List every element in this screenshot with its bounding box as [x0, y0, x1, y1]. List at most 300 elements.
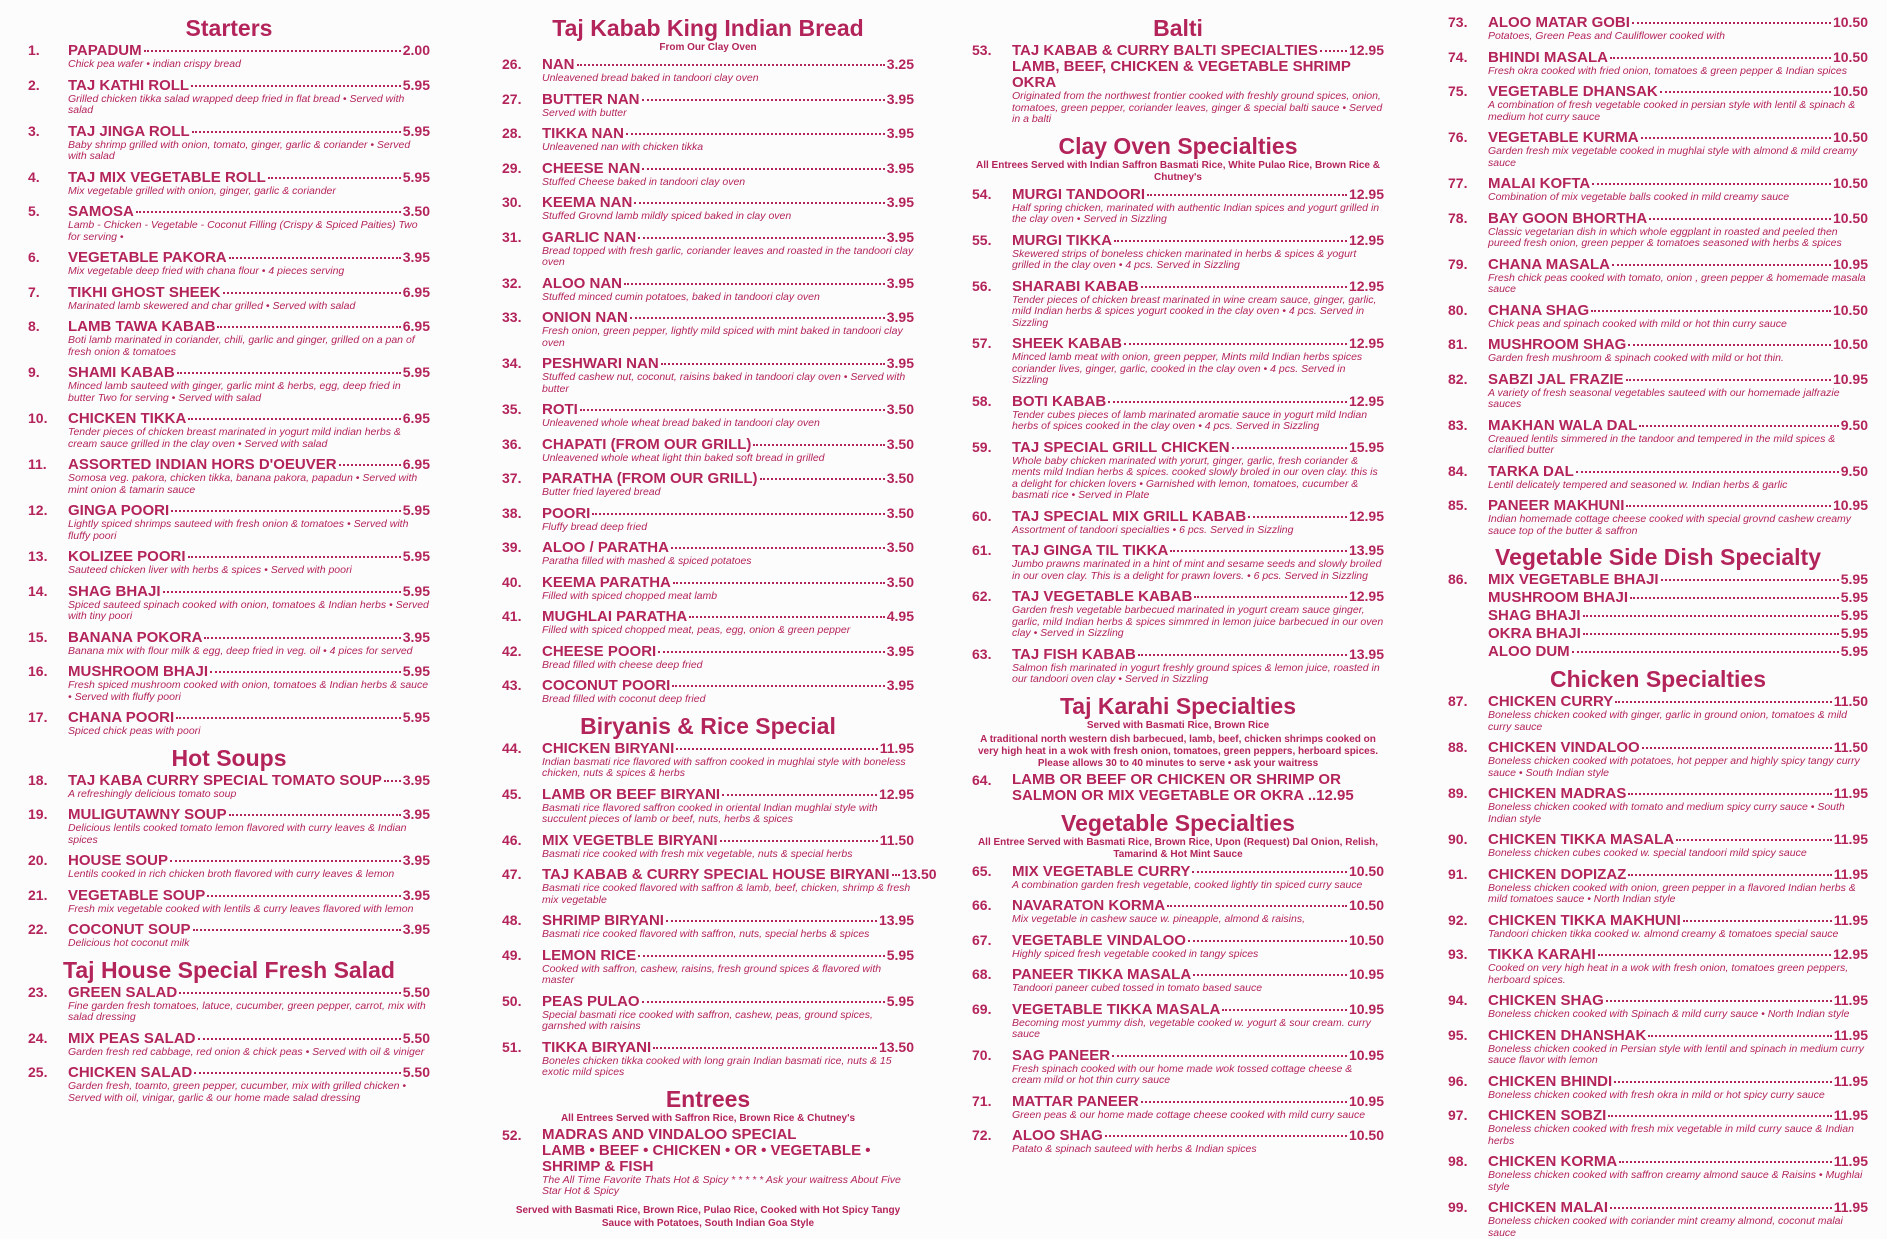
item-description: Banana mix with flour milk & egg, deep fried in veg. oil • 4 pices for served — [68, 644, 413, 657]
item-number: 4. — [28, 168, 40, 185]
item-number: 18. — [28, 771, 48, 788]
item-price: 11.95 — [1833, 1026, 1868, 1043]
dot-leader — [1248, 516, 1347, 518]
dot-leader — [1661, 579, 1839, 581]
menu-item — [28, 318, 430, 358]
item-description: A refreshingly delicious tomato soup — [68, 787, 237, 800]
item-description: Marinated lamb skewered and char grilled • Served with salad — [68, 299, 356, 312]
menu-item — [1448, 607, 1868, 624]
item-description: Classic vegetarian dish in which whole eggplant in roasted and peeled then pureed fresh onion, green pepper & tomatoes seasoned with herbs & spices — [1488, 225, 1842, 249]
item-price: 3.95 — [886, 309, 914, 325]
menu-item — [28, 456, 430, 496]
item-number: 67. — [972, 931, 992, 948]
item-price: 5.95 — [886, 946, 914, 963]
item-description: A combination of fresh vegetable cooked in persian style with lentil & spinach & medium hot curry sauce — [1488, 99, 1856, 123]
item-number: 23. — [28, 983, 48, 1000]
item-description: Bread filled with cheese deep fried — [542, 658, 703, 671]
item-price: 10.95 — [1832, 255, 1868, 272]
item-price: 11.95 — [1833, 865, 1868, 882]
section-title: Balti — [1153, 15, 1203, 41]
item-name: CHICKEN DHANSHAK — [1488, 1026, 1647, 1044]
dot-leader — [163, 591, 401, 593]
section-title: Hot Soups — [171, 744, 287, 771]
item-line — [1488, 643, 1868, 660]
item-name: VEGETABLE VINDALOO — [1012, 931, 1186, 949]
menu-item — [972, 186, 1384, 226]
item-price: 3.50 — [886, 470, 914, 486]
item-name: MADRAS AND VINDALOO SPECIAL — [542, 1125, 797, 1143]
item-price: 11.95 — [1833, 785, 1868, 801]
menu-item — [28, 887, 430, 916]
item-number: 77. — [1448, 175, 1468, 191]
dot-leader — [1632, 22, 1831, 24]
item-name: CHICKEN BHINDI — [1488, 1072, 1613, 1090]
dot-leader — [1626, 505, 1831, 507]
item-price: 10.50 — [1348, 897, 1384, 913]
item-line — [68, 583, 430, 600]
item-number: 92. — [1448, 911, 1468, 928]
item-price: 10.95 — [1832, 370, 1868, 387]
item-number: 80. — [1448, 301, 1468, 318]
item-subtitle: LAMB, BEEF, CHICKEN & VEGETABLE SHRIMP OKRA — [1012, 58, 1351, 91]
dot-leader — [210, 671, 401, 673]
menu-item — [28, 364, 430, 404]
item-line — [1012, 1127, 1384, 1144]
item-number: 66. — [972, 897, 992, 913]
item-price: 11.50 — [1833, 739, 1868, 755]
item-line — [1488, 302, 1868, 319]
menu-item — [1448, 1107, 1868, 1147]
item-description: Fresh mix vegetable cooked with lentils & curry leaves flavored with lemon — [68, 902, 414, 915]
item-number: 93. — [1448, 946, 1468, 962]
item-description: Combination of mix vegetable balls cooked in mild creamy sauce — [1488, 191, 1790, 203]
item-line — [68, 921, 430, 938]
item-name: CHICKEN TIKKA MASALA — [1488, 831, 1675, 848]
menu-item — [972, 393, 1384, 433]
item-line — [1488, 1073, 1868, 1090]
item-price: 12.95 — [1348, 392, 1384, 409]
menu-item — [1448, 625, 1868, 642]
item-description: Fresh okra cooked with fried onion, tomatoes & green pepper & Indian spices — [1488, 64, 1847, 77]
item-price: 3.95 — [886, 90, 914, 107]
item-name: ROTI — [542, 401, 578, 418]
item-price: 11.95 — [1833, 1153, 1868, 1169]
item-line — [1488, 175, 1868, 192]
item-number: 37. — [502, 470, 522, 486]
item-name: LAMB OR BEEF OR CHICKEN OR SHRIMP OR — [1012, 770, 1341, 788]
item-number: 62. — [972, 588, 992, 604]
item-line — [542, 436, 914, 453]
item-name: VEGETABLE TIKKA MASALA — [1012, 1000, 1221, 1018]
dot-leader — [1232, 447, 1347, 449]
dot-leader — [217, 326, 400, 328]
item-price: 11.95 — [1833, 911, 1868, 928]
item-name: TAJ SPECIAL MIX GRILL KABAB — [1012, 507, 1247, 525]
item-name: BANANA POKORA — [68, 628, 203, 646]
item-name: ALOO MATAR GOBI — [1488, 14, 1630, 31]
item-price: 13.95 — [1348, 542, 1384, 558]
item-line — [68, 548, 430, 565]
dot-leader — [193, 929, 401, 931]
item-name: PAPADUM — [68, 42, 142, 59]
menu-item — [28, 410, 430, 450]
menu-item — [1448, 210, 1868, 250]
item-price: 3.95 — [886, 194, 914, 210]
menu-item — [972, 1001, 1384, 1041]
menu-item — [28, 284, 430, 313]
menu-item — [972, 772, 1384, 804]
item-line — [68, 77, 430, 94]
item-name: PANEER TIKKA MASALA — [1012, 966, 1192, 983]
item-name: MUSHROOM BHAJI — [68, 663, 209, 680]
item-name: TAJ VEGETABLE KABAB — [1012, 588, 1193, 605]
menu-item — [28, 548, 430, 577]
item-line — [542, 832, 914, 849]
item-price: 13.50 — [901, 866, 937, 882]
item-price: 13.50 — [878, 1038, 914, 1055]
item-number: 17. — [28, 709, 48, 725]
menu-item — [1448, 302, 1868, 331]
item-line — [1488, 49, 1868, 66]
item-description: Grilled chicken tikka salad wrapped deep fried in flat bread • Served with salad — [68, 92, 405, 116]
menu-item — [972, 897, 1384, 926]
menu-item — [28, 169, 430, 198]
item-description: Skewered strips of boneless chicken marinated in herbs & spices & yogurt grilled in the clay oven • 4 pcs. Served in Sizzling — [1012, 247, 1357, 271]
menu-item — [28, 806, 430, 846]
item-line — [1012, 542, 1384, 559]
menu-item — [1448, 693, 1868, 733]
item-number: 1. — [28, 42, 40, 58]
item-line — [1488, 946, 1868, 963]
item-description: Garden fresh, toamto, green pepper, cucumber, mix with grilled chicken • Served with oil, vinigar, garlic & our home made salad dressing — [68, 1080, 407, 1104]
menu-item — [972, 932, 1384, 961]
item-name: SHAG BHAJI — [68, 582, 161, 600]
item-number: 90. — [1448, 831, 1468, 847]
dot-leader — [580, 409, 885, 411]
dot-leader — [384, 780, 401, 782]
item-line — [68, 42, 430, 59]
menu-item — [502, 436, 914, 465]
item-number: 55. — [972, 231, 992, 248]
item-line — [68, 629, 430, 646]
item-number: 31. — [502, 228, 522, 245]
menu-item — [28, 772, 430, 801]
item-price: 10.50 — [1832, 14, 1868, 30]
item-price: 5.95 — [402, 709, 430, 725]
item-line — [542, 786, 914, 803]
item-line — [1488, 1027, 1868, 1044]
item-price: 5.95 — [402, 364, 430, 380]
item-line — [542, 539, 914, 556]
item-line — [1488, 210, 1868, 227]
item-description: Assortment of tandoori specialties • 6 pcs. Served in Sizzling — [1012, 523, 1294, 536]
dot-leader — [642, 168, 884, 170]
menu-item — [1448, 1073, 1868, 1102]
menu-column-1 — [28, 14, 430, 1174]
item-price: 5.95 — [402, 76, 430, 93]
item-price: 3.95 — [886, 677, 914, 693]
dot-leader — [722, 794, 877, 796]
item-price: 13.95 — [1348, 645, 1384, 662]
item-line — [1488, 256, 1868, 273]
item-name: TAJ KABAB & CURRY BALTI SPECIALTIES — [1012, 42, 1318, 59]
item-description: Mix vegetable grilled with onion, ginger, garlic & coriander — [68, 184, 336, 197]
item-number: 28. — [502, 125, 522, 141]
menu-item — [28, 583, 430, 623]
menu-item — [502, 608, 914, 637]
menu-item — [502, 355, 914, 395]
item-price: 10.95 — [1348, 1046, 1384, 1063]
item-number: 56. — [972, 277, 992, 294]
item-line — [1488, 129, 1868, 146]
menu-item — [28, 249, 430, 278]
item-line — [1012, 278, 1384, 295]
menu-item — [1448, 49, 1868, 78]
item-price: 5.95 — [402, 663, 430, 679]
dot-leader — [1141, 286, 1347, 288]
item-line — [68, 410, 430, 427]
item-name: KEEMA NAN — [542, 194, 633, 211]
item-number: 40. — [502, 573, 522, 590]
item-line — [542, 401, 914, 418]
item-name: LAMB OR BEEF BIRYANI — [542, 785, 721, 803]
item-name: CHICKEN MADRAS — [1488, 785, 1627, 802]
item-name: GARLIC NAN — [542, 228, 637, 246]
dot-leader — [191, 85, 401, 87]
menu-item — [502, 470, 914, 499]
item-price: 9.50 — [1840, 416, 1868, 433]
item-name: SABZI JAL FRAZIE — [1488, 370, 1624, 388]
menu-item — [28, 852, 430, 881]
menu-item — [972, 542, 1384, 582]
item-description: Boneless chicken cooked with coriander mint creamy almond, coconut malai sauce — [1488, 1215, 1843, 1239]
menu-item — [502, 677, 914, 706]
item-price: 6.95 — [402, 283, 430, 300]
item-description: Fresh chick peas cooked with tomato, onion , green pepper & homemade masala sauce — [1488, 271, 1866, 295]
item-name: LEMON RICE — [542, 946, 637, 964]
menu-item — [1448, 831, 1868, 860]
item-line — [1488, 571, 1868, 588]
item-line — [1012, 966, 1384, 983]
menu-section — [28, 14, 430, 738]
item-name: CHICKEN SALAD — [68, 1064, 193, 1081]
item-line — [1488, 912, 1868, 929]
item-name: TAJ FISH KABAB — [1012, 645, 1136, 663]
item-name: VEGETABLE DHANSAK — [1488, 83, 1658, 100]
item-name: SHAG BHAJI — [1488, 607, 1581, 624]
item-number: 50. — [502, 992, 522, 1009]
dot-leader — [689, 616, 884, 618]
dot-leader — [1608, 1115, 1831, 1117]
item-number: 82. — [1448, 370, 1468, 387]
dot-leader — [1660, 91, 1831, 93]
item-name: CHICKEN TIKKA — [68, 410, 187, 427]
menu-item — [1448, 866, 1868, 906]
item-name: VEGETABLE PAKORA — [68, 249, 227, 266]
item-price: 11.95 — [1833, 1072, 1868, 1089]
item-description: Boneless chicken cooked with Spinach & mild curry sauce • North Indian style — [1488, 1008, 1850, 1020]
item-description: Indian basmati rice flavored with saffron cooked in mughlai style with boneless chicken, nuts & spices & herbs — [542, 755, 906, 779]
item-number: 19. — [28, 806, 48, 822]
menu-item — [502, 194, 914, 223]
menu-item — [1448, 129, 1868, 169]
item-name: PEAS PULAO — [542, 992, 640, 1010]
item-name: CHICKEN DOPIZAZ — [1488, 865, 1627, 883]
menu-item — [1448, 83, 1868, 123]
item-number: 11. — [28, 456, 47, 472]
item-name: MIX PEAS SALAD — [68, 1029, 196, 1047]
item-description: Unleavened whole wheat bread baked in tandoori clay oven — [542, 417, 820, 429]
item-number: 69. — [972, 1000, 992, 1017]
item-description: Tender pieces of chicken breast marinated in yogurt mild indian herbs & cream sauce grilled in the clay oven • Served with salad — [68, 426, 401, 450]
menu-item — [502, 160, 914, 189]
item-description: The All Time Favorite Thats Hot & Spicy * * * * * Ask your waitress About Five Star Hot & Spicy — [542, 1173, 901, 1197]
dot-leader — [653, 1047, 877, 1049]
item-number: 2. — [28, 76, 40, 93]
item-description: Filled with spiced chopped meat lamb — [542, 589, 718, 602]
item-line — [1488, 371, 1868, 388]
menu-item — [502, 643, 914, 672]
menu-item — [502, 539, 914, 568]
item-line — [1488, 607, 1868, 624]
item-line — [542, 608, 914, 625]
menu-item — [1448, 175, 1868, 204]
menu-item — [502, 229, 914, 269]
item-number: 81. — [1448, 336, 1468, 352]
item-name: CHICKEN MALAI — [1488, 1199, 1608, 1216]
item-price: 5.95 — [1840, 607, 1868, 623]
dot-leader — [672, 685, 884, 687]
item-number: 14. — [28, 582, 48, 599]
item-line — [542, 643, 914, 660]
item-line — [68, 456, 430, 473]
item-description: Delicious lentils cooked tomato lemon flavored with curry leaves & Indian spices — [68, 822, 407, 846]
item-price: 6.95 — [402, 318, 430, 334]
menu-item — [1448, 912, 1868, 941]
item-number: 73. — [1448, 14, 1468, 30]
item-description: Tender pieces of chicken breast marinated in wine cream sauce, ginger, garlic, mild Indian herbs & spices yogurt cooked in the clay oven • 4 pcs. Served in Sizzling — [1012, 293, 1377, 329]
dot-leader — [1138, 654, 1347, 656]
menu-item — [28, 663, 430, 703]
item-price: 3.50 — [886, 573, 914, 590]
item-price: 3.50 — [886, 539, 914, 555]
menu-item — [1448, 739, 1868, 779]
dot-leader — [1598, 954, 1831, 956]
item-number: 61. — [972, 542, 992, 558]
item-name: TIKHI GHOST SHEEK — [68, 283, 221, 301]
item-line — [1012, 186, 1384, 203]
item-price: 11.95 — [879, 739, 914, 756]
item-description: Stuffed Cheese baked in tandoori clay oven — [542, 175, 746, 188]
dot-leader — [229, 257, 401, 259]
menu-section — [972, 809, 1384, 1156]
item-price: 10.50 — [1348, 862, 1384, 879]
item-number: 44. — [502, 739, 522, 756]
item-price: 4.95 — [886, 608, 914, 624]
item-line — [542, 947, 914, 964]
item-line — [1012, 588, 1384, 605]
item-number: 49. — [502, 946, 522, 963]
item-price: 3.95 — [402, 921, 430, 937]
item-description: Fresh spinach cooked with our home made wok tossed cottage cheese & cream mild or hot thin curry sauce — [1012, 1062, 1353, 1086]
item-name: COCONUT SOUP — [68, 921, 191, 938]
dot-leader — [1193, 974, 1347, 976]
section-title: Taj House Special Fresh Salad — [63, 956, 395, 983]
item-number: 68. — [972, 966, 992, 982]
item-line — [1012, 42, 1384, 59]
menu-item — [1448, 946, 1868, 986]
menu-item — [502, 56, 914, 85]
item-price: 10.50 — [1348, 1127, 1384, 1143]
dot-leader — [760, 478, 885, 480]
dot-leader — [198, 1038, 401, 1040]
item-number: 70. — [972, 1046, 992, 1063]
dot-leader — [177, 372, 401, 374]
item-price: 10.50 — [1832, 336, 1868, 352]
item-price: 5.95 — [402, 548, 430, 564]
item-price: 10.95 — [1348, 1000, 1384, 1017]
menu-section — [972, 692, 1384, 804]
item-name: VEGETABLE SOUP — [68, 886, 206, 904]
item-name: CHICKEN SHAG — [1488, 992, 1604, 1009]
section-title: Clay Oven Specialties — [1058, 132, 1298, 159]
menu-item — [502, 275, 914, 304]
item-price: 3.95 — [886, 125, 914, 141]
dot-leader — [1167, 905, 1347, 907]
section-title: Chicken Specialties — [1549, 666, 1767, 692]
item-name: CHANA SHAG — [1488, 301, 1590, 319]
item-line — [1488, 693, 1868, 710]
item-name: COCONUT POORI — [542, 677, 671, 694]
item-description: Potatoes, Green Peas and Cauliflower cooked with — [1488, 30, 1725, 42]
item-name: CHICKEN KORMA — [1488, 1153, 1618, 1170]
menu-item — [502, 125, 914, 154]
item-name: MALAI KOFTA — [1488, 175, 1591, 192]
item-number: 39. — [502, 539, 522, 555]
section-title: Entrees — [665, 1085, 751, 1112]
item-price: 5.95 — [402, 502, 430, 518]
item-number: 29. — [502, 159, 522, 176]
item-name: TAJ GINGA TIL TIKKA — [1012, 542, 1169, 559]
dot-leader — [1114, 240, 1347, 242]
item-description: Fluffy bread deep fried — [542, 520, 648, 533]
item-line — [68, 284, 430, 301]
item-name: KOLIZEE POORI — [68, 548, 186, 565]
menu-item — [502, 309, 914, 349]
item-name: MATTAR PANEER — [1012, 1092, 1139, 1110]
item-price: 5.95 — [886, 992, 914, 1009]
item-description: Unleavened bread baked in tandoori clay oven — [542, 72, 759, 84]
item-line — [542, 194, 914, 211]
dot-leader — [1619, 1161, 1832, 1163]
item-line — [1488, 1199, 1868, 1216]
item-name: CHICKEN BIRYANI — [542, 739, 675, 757]
dot-leader — [1642, 747, 1832, 749]
item-price: 12.95 — [1348, 185, 1384, 202]
menu-item — [972, 508, 1384, 537]
dot-leader — [634, 202, 884, 204]
menu-section — [502, 712, 937, 1079]
item-description: Green peas & our home made cottage cheese cooked with mild curry sauce — [1012, 1108, 1366, 1121]
menu-item — [502, 866, 937, 906]
item-number: 71. — [972, 1092, 992, 1109]
item-number: 24. — [28, 1029, 48, 1046]
item-description: Boneless chicken cooked with fresh mix vegetable in mild curry sauce & Indian herbs — [1488, 1123, 1854, 1147]
item-description: Filled with spiced chopped meat, peas, egg, onion & green pepper — [542, 624, 851, 636]
item-price: 5.95 — [1840, 625, 1868, 641]
item-line — [1488, 739, 1868, 756]
item-name: TAJ KABA CURRY SPECIAL TOMATO SOUP — [68, 771, 382, 789]
